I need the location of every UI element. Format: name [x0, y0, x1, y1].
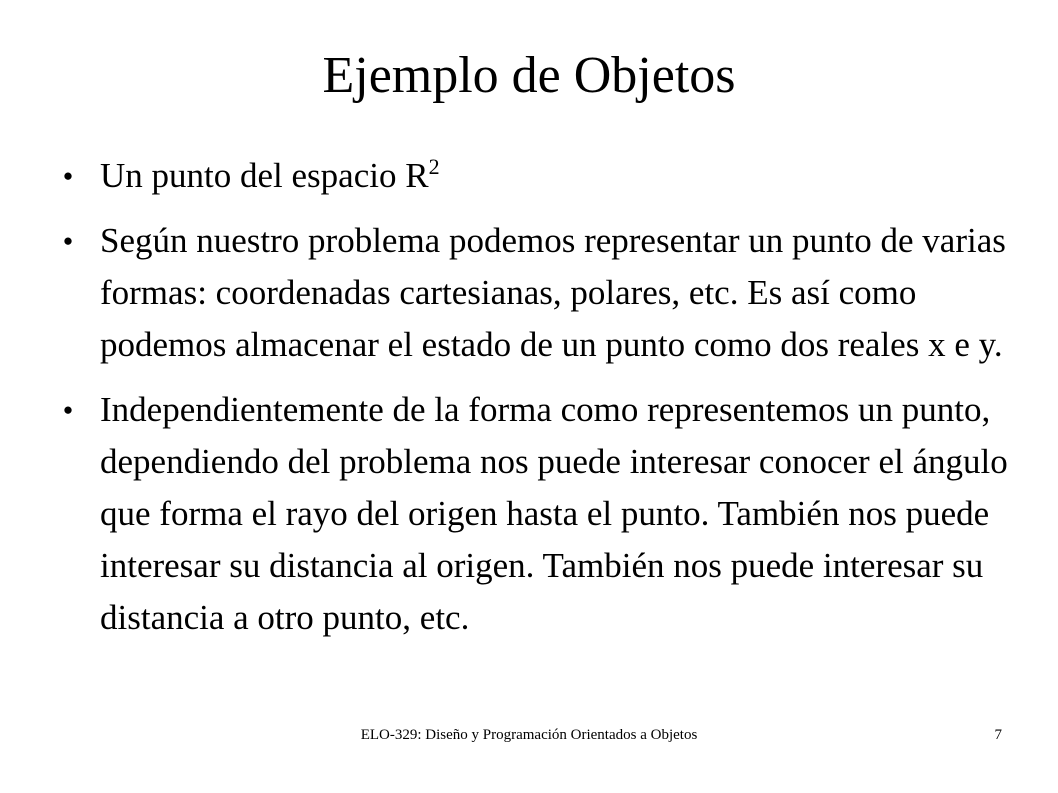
bullet-list [58, 150, 1018, 657]
bullet-item [58, 384, 1018, 644]
bullet-dot-icon: ● [62, 166, 74, 185]
bullet-text: Un punto del espacio R [100, 156, 429, 195]
footer-course-title: ELO-329: Diseño y Programación Orientados a Objetos [360, 727, 698, 743]
superscript: 2 [428, 154, 440, 179]
page-number: 7 [994, 727, 1002, 743]
slide-footer [0, 727, 1058, 743]
bullet-item [58, 150, 1018, 202]
bullet-text: Independientemente de la forma como representemos un punto, dependiendo del problema nos puede interesar conocer el ángulo que forma el rayo del origen hasta el punto. También nos puede interesar su distancia al origen. También nos puede interesar su distancia a otro punto, etc. [100, 390, 1008, 637]
bullet-text: Según nuestro problema podemos representar un punto de varias formas: coordenadas cartesianas, polares, etc. Es así como podemos almacenar el estado de un punto como dos reales x e y. [100, 221, 1006, 364]
bullet-dot-icon: ● [62, 400, 74, 419]
bullet-item [58, 215, 1018, 371]
slide-title: Ejemplo de Objetos [322, 47, 736, 104]
bullet-dot-icon: ● [62, 231, 74, 250]
